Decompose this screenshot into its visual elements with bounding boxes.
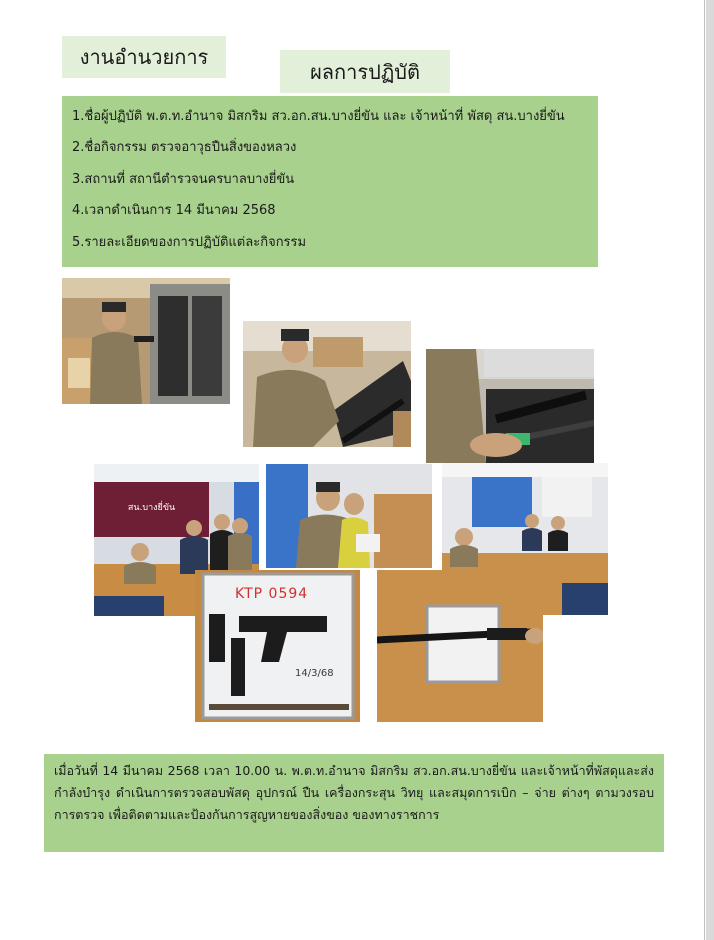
info-box: [62, 96, 598, 267]
page-edge: [706, 0, 714, 940]
board-label-date: 14/3/68: [295, 668, 334, 679]
photo-officer-rifle-case: [243, 321, 411, 447]
info-line-details: 5.รายละเอียดของการปฏิบัติแต่ละกิจกรรม: [72, 235, 307, 250]
summary-text: เมื่อวันที่ 14 มีนาคม 2568 เวลา 10.00 น. พ.ต.ท.อำนาจ มิสกริม สว.อก.สน.บางยี่ขัน และเจ้าหน้าที่พัสดุและส่งกำลังบำรุง ดำเนินการตรวจสอบพัสดุ อุปกรณ์ ปืน เครื่องกระสุน วิทยุ และสมุดการเบิก – จ่าย ต่างๆ ตามวงรอบการตรวจ เพื่อติดตามและป้องกันการสูญหายของสิ่งของ ของทางราชการ: [54, 763, 654, 822]
photo-rifle-barrel-on-board: [377, 570, 543, 722]
result-label: [280, 50, 450, 93]
info-line-location: 3.สถานที่ สถานีตำรวจนครบาลบางยี่ขัน: [72, 172, 295, 187]
department-label: [62, 36, 226, 78]
department-label-text: งานอำนวยการ: [79, 47, 209, 69]
photo-rifle-inspection-closeup: [426, 349, 594, 463]
info-line-activity: 2.ชื่อกิจกรรม ตรวจอาวุธปืนสิ่งของหลวง: [72, 140, 297, 155]
photo-officer-handing-document: [266, 464, 432, 568]
photo-pistol-on-board: [195, 570, 360, 722]
result-label-text: ผลการปฏิบัติ: [310, 61, 420, 84]
summary-box: [44, 754, 664, 852]
banner-text: สน.บางยี่ขัน: [127, 503, 176, 513]
board-label-serial: KTP 0594: [235, 586, 309, 602]
page-edge-line: [704, 0, 705, 940]
photo-officer-gun-cabinet: [62, 278, 230, 404]
info-line-date: 4.เวลาดำเนินการ 14 มีนาคม 2568: [72, 203, 276, 218]
info-line-operator: 1.ชื่อผู้ปฏิบัติ พ.ต.ท.อำนาจ มิสกริม สว.อก.สน.บางยี่ขัน และ เจ้าหน้าที่ พัสดุ สน.บางยี่ขัน: [72, 109, 565, 124]
